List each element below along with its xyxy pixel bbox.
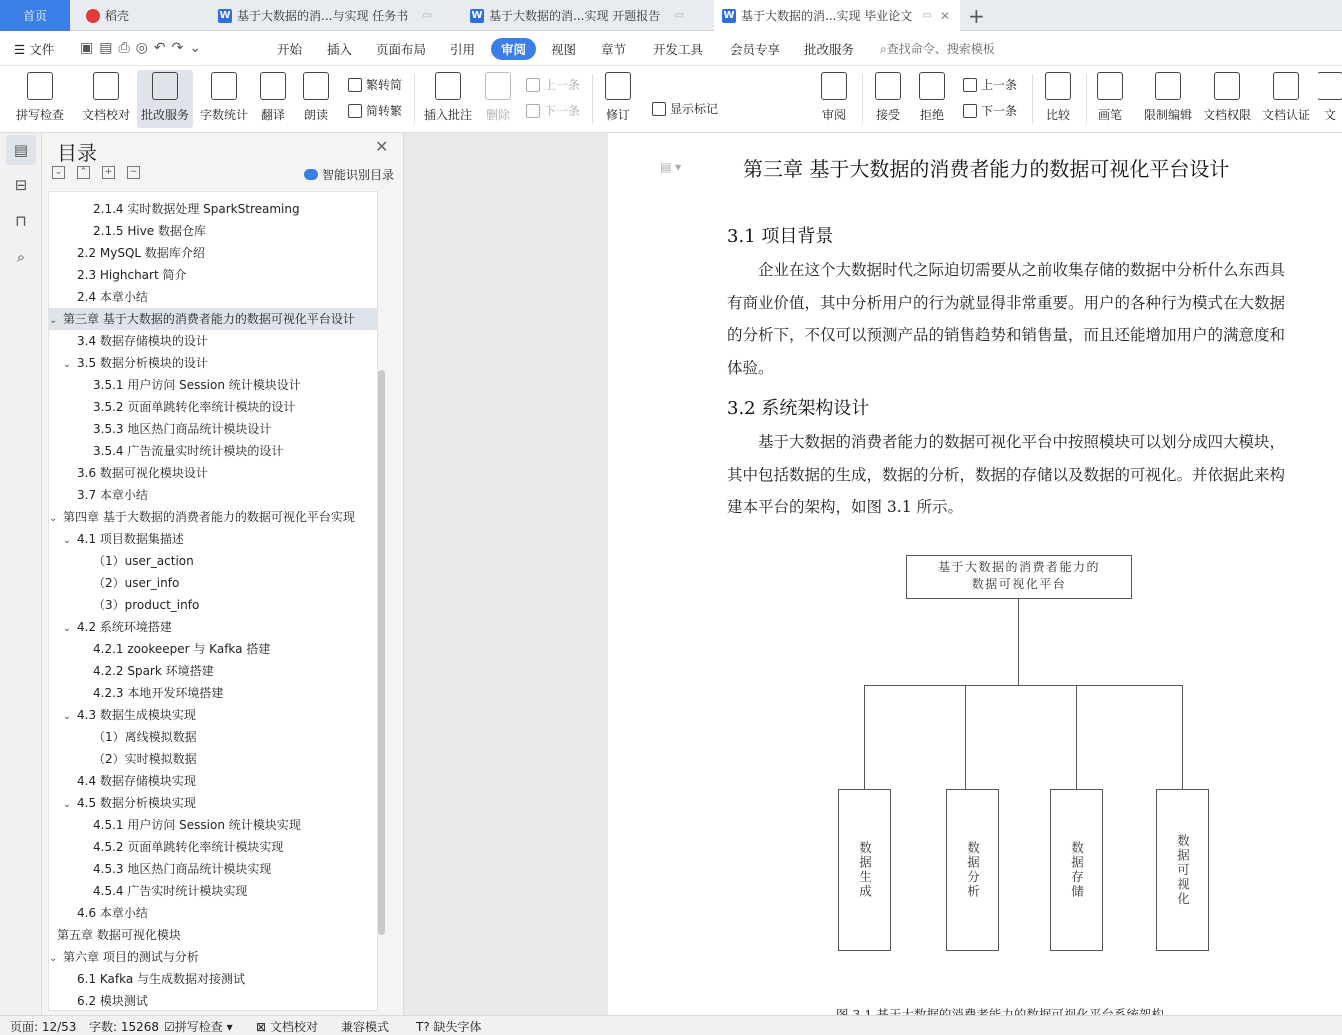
trad-to-simp-button[interactable] bbox=[348, 76, 402, 93]
word-doc-icon: W bbox=[471, 9, 483, 21]
word-doc-icon: W bbox=[219, 9, 231, 21]
word-count-indicator[interactable]: 字数: 15268 bbox=[89, 1020, 160, 1034]
status-spell-label: 拼写检查 bbox=[174, 1020, 223, 1034]
bookmark-icon[interactable]: ⊓ bbox=[15, 212, 27, 230]
more-icon bbox=[1318, 72, 1342, 100]
missing-font-icon: T? bbox=[416, 1020, 430, 1034]
tab-home[interactable] bbox=[0, 0, 70, 31]
diagram-root-line2: 数据可视化平台 bbox=[971, 577, 1067, 591]
doc-cert-button[interactable] bbox=[1258, 70, 1314, 128]
compare-button[interactable] bbox=[1040, 70, 1076, 128]
show-markup-button[interactable] bbox=[652, 100, 718, 117]
toc-item[interactable] bbox=[49, 440, 369, 462]
toc-list bbox=[48, 191, 378, 1011]
toc-item[interactable] bbox=[49, 704, 369, 726]
menu-insert[interactable]: 插入 bbox=[327, 42, 353, 57]
diagram-box-data-analysis: 数据分析 bbox=[946, 789, 999, 951]
toc-item-label: （1）user_action bbox=[93, 554, 194, 568]
doc-cert-label: 文档认证 bbox=[1261, 108, 1310, 122]
toc-item-label: 3.5.2 页面单跳转化率统计模块的设计 bbox=[93, 400, 296, 414]
toc-item-label: 4.2.3 本地开发环境搭建 bbox=[93, 686, 224, 700]
ribbon-divider bbox=[1032, 74, 1033, 124]
paragraph-background: 企业在这个大数据时代之际迫切需要从之前收集存储的数据中分析什么东西具有商业价值，其中分析用户的行为就显得非常重要。用户的各种行为模式在大数据的分析下，不仅可以预测产品的销售趋势和销售量，而且还能增加用户的满意度和体验。 bbox=[727, 261, 1286, 378]
chevron-down-icon[interactable]: ⌄ bbox=[49, 315, 58, 326]
diagram-connector bbox=[1182, 685, 1183, 789]
tab-bar bbox=[0, 0, 1342, 31]
tab-doc-proposal[interactable] bbox=[462, 0, 712, 31]
status-spell-check[interactable]: ☑拼写检查 ▾ bbox=[164, 1020, 233, 1034]
prev-revision-label: 上一条 bbox=[981, 78, 1018, 92]
diagram-connector bbox=[1076, 685, 1077, 789]
docer-icon bbox=[86, 9, 100, 23]
convert-icon bbox=[348, 78, 362, 92]
file-menu-label: 文件 bbox=[29, 42, 55, 57]
toc-item-label: 2.1.4 实时数据处理 SparkStreaming bbox=[93, 202, 300, 216]
accept-button[interactable] bbox=[870, 70, 906, 128]
toc-item-label: 3.5.4 广告流量实时统计模块的设计 bbox=[93, 444, 284, 458]
grading-icon bbox=[152, 72, 178, 100]
toc-item[interactable] bbox=[49, 968, 369, 990]
ribbon-divider bbox=[414, 74, 415, 124]
compare-label: 比较 bbox=[1045, 108, 1070, 122]
menu-start[interactable]: 开始 bbox=[277, 42, 303, 57]
checkbox-icon: ☑ bbox=[164, 1020, 175, 1034]
next-revision-button[interactable] bbox=[963, 102, 1017, 119]
chevron-down-icon[interactable]: ⌄ bbox=[49, 953, 58, 964]
toc-item-label: 4.1 项目数据集描述 bbox=[77, 532, 184, 546]
toc-item[interactable] bbox=[49, 946, 369, 968]
toc-item-label: 4.5 数据分析模块实现 bbox=[77, 796, 196, 810]
missing-font-label: 缺失字体 bbox=[433, 1020, 482, 1034]
tab-docer[interactable] bbox=[78, 0, 208, 31]
doc-proofread-label: 文档校对 bbox=[81, 108, 130, 122]
toc-item[interactable] bbox=[49, 880, 369, 902]
simp-to-trad-button[interactable] bbox=[348, 102, 402, 119]
toc-item-label: 4.2.1 zookeeper 与 Kafka 搭建 bbox=[93, 642, 271, 656]
toc-item-label: 4.2.2 Spark 环境搭建 bbox=[93, 664, 214, 678]
reject-button[interactable] bbox=[914, 70, 950, 128]
accept-icon bbox=[875, 72, 901, 100]
toc-item[interactable] bbox=[49, 748, 369, 770]
prev-icon bbox=[526, 78, 540, 92]
status-proofread-label: 文档校对 bbox=[269, 1020, 318, 1034]
toc-item-label: 4.5.4 广告实时统计模块实现 bbox=[93, 884, 248, 898]
menu-view[interactable]: 视图 bbox=[551, 42, 577, 57]
review-pane-label: 审阅 bbox=[821, 108, 846, 122]
next-icon bbox=[963, 104, 977, 118]
next-comment-label: 下一条 bbox=[544, 104, 581, 118]
chevron-down-icon[interactable]: ⌄ bbox=[63, 535, 72, 546]
compare-icon bbox=[1045, 72, 1071, 100]
toc-item[interactable] bbox=[49, 330, 369, 352]
paragraph-architecture: 基于大数据的消费者能力的数据可视化平台中按照模块可以划分成四大模块，其中包括数据的生成，数据的分析，数据的存储以及数据的可视化。并依据此来构建本平台的架构，如图 3.1 所示。 bbox=[727, 433, 1286, 517]
toc-item[interactable] bbox=[49, 902, 369, 924]
toc-panel bbox=[42, 133, 404, 1015]
review-ribbon bbox=[0, 66, 1342, 133]
toc-item-label: 3.6 数据可视化模块设计 bbox=[77, 466, 208, 480]
tab-doc-thesis-label: 基于大数据的消...实现 毕业论文 bbox=[741, 9, 913, 23]
quick-access-icons[interactable]: ▣▤⎙◎↶↷⌄ bbox=[80, 40, 208, 56]
ribbon-divider bbox=[1086, 74, 1087, 124]
command-search[interactable] bbox=[880, 40, 995, 57]
toc-item-label: 第六章 项目的测试与分析 bbox=[63, 950, 199, 964]
toc-item[interactable] bbox=[49, 550, 369, 572]
read-aloud-icon bbox=[303, 72, 329, 100]
screen-icon[interactable]: ▭ bbox=[922, 10, 932, 21]
simp-to-trad-label: 简转繁 bbox=[366, 104, 403, 118]
chevron-down-icon[interactable]: ⌄ bbox=[63, 799, 72, 810]
toc-item-label: 3.5 数据分析模块的设计 bbox=[77, 356, 208, 370]
tab-doc-thesis[interactable] bbox=[714, 0, 960, 31]
screen-icon[interactable]: ▭ bbox=[422, 10, 432, 21]
toc-item-label: 4.3 数据生成模块实现 bbox=[77, 708, 196, 722]
menu-reference[interactable]: 引用 bbox=[450, 42, 476, 57]
toc-item[interactable] bbox=[49, 528, 369, 550]
toc-item[interactable] bbox=[49, 616, 369, 638]
proofread-icon bbox=[93, 72, 119, 100]
permission-icon bbox=[1214, 72, 1240, 100]
chevron-down-icon[interactable]: ⌄ bbox=[63, 623, 72, 634]
smart-toc-button[interactable]: 智能识别目录 bbox=[304, 166, 394, 183]
status-bar bbox=[0, 1015, 1342, 1035]
word-doc-icon: W bbox=[723, 9, 735, 21]
next-icon bbox=[526, 104, 540, 118]
toc-item-label: 3.4 数据存储模块的设计 bbox=[77, 334, 208, 348]
next-comment-button[interactable] bbox=[526, 102, 580, 119]
diagram-connector bbox=[864, 685, 1183, 686]
toc-item[interactable] bbox=[49, 506, 369, 528]
section-3-2-heading: 3.2 系统架构设计 bbox=[727, 398, 870, 419]
delete-comment-button[interactable] bbox=[480, 70, 516, 128]
diagram-box-data-storage: 数据存储 bbox=[1050, 789, 1103, 951]
spell-check-icon bbox=[27, 72, 53, 100]
diagram-connector bbox=[864, 685, 865, 789]
toc-item-label: 4.5.3 地区热门商品统计模块实现 bbox=[93, 862, 272, 876]
toc-item[interactable] bbox=[49, 242, 369, 264]
toc-item[interactable] bbox=[49, 374, 369, 396]
more-button[interactable] bbox=[1318, 70, 1342, 128]
toc-item[interactable] bbox=[49, 264, 369, 286]
word-count-button[interactable] bbox=[197, 70, 251, 128]
diagram-connector bbox=[1018, 599, 1019, 685]
reject-icon bbox=[919, 72, 945, 100]
reject-label: 拒绝 bbox=[919, 108, 944, 122]
toc-item-label: 4.4 数据存储模块实现 bbox=[77, 774, 196, 788]
diagram-box-data-visualization: 数据可视化 bbox=[1156, 789, 1209, 951]
toc-item-label: （3）product_info bbox=[93, 598, 200, 612]
menu-layout[interactable]: 页面布局 bbox=[376, 42, 427, 57]
revise-button[interactable] bbox=[600, 70, 636, 128]
diagram-root-box bbox=[906, 555, 1132, 599]
toc-item-label: 2.3 Highchart 简介 bbox=[77, 268, 187, 282]
restrict-edit-label: 限制编辑 bbox=[1143, 108, 1192, 122]
spell-check-label: 拼写检查 bbox=[15, 108, 64, 122]
toc-item-label: 3.7 本章小结 bbox=[77, 488, 148, 502]
word-count-label: 字数统计 bbox=[199, 108, 248, 122]
search-icon: ⌕ bbox=[880, 42, 887, 56]
screen-icon[interactable]: ▭ bbox=[674, 10, 684, 21]
chapter-title: 第三章 基于大数据的消费者能力的数据可视化平台设计 bbox=[743, 157, 1230, 181]
word-count-icon bbox=[211, 72, 237, 100]
toc-item[interactable] bbox=[49, 462, 369, 484]
tab-doc-task[interactable] bbox=[210, 0, 460, 31]
add-icon[interactable]: + bbox=[102, 166, 115, 179]
read-aloud-label: 朗读 bbox=[303, 108, 328, 122]
toc-item-label: （2）实时模拟数据 bbox=[93, 752, 197, 766]
translate-button[interactable] bbox=[255, 70, 291, 128]
lock-icon bbox=[1155, 72, 1181, 100]
restrict-edit-button[interactable] bbox=[1140, 70, 1196, 128]
tab-docer-label: 稻壳 bbox=[105, 9, 130, 23]
toc-item[interactable] bbox=[49, 990, 369, 1011]
toc-item[interactable] bbox=[49, 594, 369, 616]
ribbon-divider bbox=[592, 74, 593, 124]
proofread-icon: ⊠ bbox=[256, 1020, 267, 1034]
toc-item-label: 6.2 模块测试 bbox=[77, 994, 148, 1008]
toc-item[interactable] bbox=[49, 418, 369, 440]
prev-comment-label: 上一条 bbox=[544, 78, 581, 92]
toc-item[interactable] bbox=[49, 396, 369, 418]
toc-item-label: 2.4 本章小结 bbox=[77, 290, 148, 304]
translate-icon bbox=[260, 72, 286, 100]
diagram-root-line1: 基于大数据的消费者能力的 bbox=[937, 560, 1100, 574]
menu-review[interactable]: 审阅 bbox=[491, 38, 536, 60]
toc-item-label: 3.5.3 地区热门商品统计模块设计 bbox=[93, 422, 272, 436]
spell-check-button[interactable] bbox=[10, 70, 70, 128]
doc-proofread-button[interactable] bbox=[78, 70, 134, 128]
chevron-down-icon[interactable]: ⌄ bbox=[63, 359, 72, 370]
diagram-connector bbox=[965, 685, 966, 789]
missing-font-button[interactable] bbox=[416, 1018, 482, 1035]
status-proofread[interactable] bbox=[256, 1018, 318, 1035]
doc-options-icon[interactable]: ▤ ▾ bbox=[660, 160, 682, 174]
toc-item[interactable] bbox=[49, 308, 378, 330]
prev-revision-button[interactable] bbox=[963, 76, 1017, 93]
collapse-all-icon[interactable]: ⌄ bbox=[52, 166, 65, 179]
convert-icon bbox=[348, 104, 362, 118]
read-aloud-button[interactable] bbox=[298, 70, 334, 128]
search-icon[interactable]: ⌕ bbox=[16, 248, 26, 266]
toc-item[interactable] bbox=[49, 836, 369, 858]
toc-item-label: 第三章 基于大数据的消费者能力的数据可视化平台设计 bbox=[63, 312, 355, 326]
ribbon-divider bbox=[862, 74, 863, 124]
toc-panel-icon[interactable]: ▤ bbox=[6, 135, 36, 165]
accept-label: 接受 bbox=[875, 108, 900, 122]
tab-home-label: 首页 bbox=[22, 9, 47, 23]
review-pane-button[interactable] bbox=[816, 70, 852, 128]
new-tab-plus-icon[interactable]: + bbox=[968, 4, 985, 28]
review-pane-icon bbox=[821, 72, 847, 100]
delete-comment-icon bbox=[485, 72, 511, 100]
next-revision-label: 下一条 bbox=[981, 104, 1018, 118]
toc-item[interactable] bbox=[49, 682, 369, 704]
chevron-down-icon[interactable]: ⌄ bbox=[49, 513, 58, 524]
toc-item[interactable] bbox=[49, 638, 369, 660]
menu-section[interactable]: 章节 bbox=[601, 42, 627, 57]
toc-title: 目录 bbox=[57, 141, 97, 165]
close-icon[interactable]: ✕ bbox=[375, 137, 389, 156]
toc-item[interactable] bbox=[49, 484, 369, 506]
compat-mode: 兼容模式 bbox=[341, 1020, 390, 1034]
grading-service-button[interactable] bbox=[137, 70, 193, 128]
minus-icon[interactable]: − bbox=[127, 166, 140, 179]
translate-label: 翻译 bbox=[260, 108, 285, 122]
navigation-icon[interactable]: ⊟ bbox=[14, 176, 28, 194]
show-markup-icon bbox=[652, 102, 666, 116]
toc-item-label: 第五章 数据可视化模块 bbox=[57, 928, 181, 942]
toc-item-label: 3.5.1 用户访问 Session 统计模块设计 bbox=[93, 378, 301, 392]
left-tool-strip bbox=[0, 133, 42, 1015]
toc-item[interactable] bbox=[49, 814, 369, 836]
section-3-1-heading: 3.1 项目背景 bbox=[727, 226, 834, 247]
insert-comment-button[interactable] bbox=[420, 70, 476, 128]
toc-item-label: 4.6 本章小结 bbox=[77, 906, 148, 920]
toc-item[interactable] bbox=[49, 660, 369, 682]
doc-permission-button[interactable] bbox=[1199, 70, 1255, 128]
show-markup-label: 显示标记 bbox=[670, 102, 719, 116]
toc-item-label: 4.5.2 页面单跳转化率统计模块实现 bbox=[93, 840, 284, 854]
revise-icon bbox=[605, 72, 631, 100]
menu-grading[interactable]: 批改服务 bbox=[804, 42, 855, 57]
expand-up-icon[interactable]: ⌃ bbox=[77, 166, 90, 179]
menu-devtools[interactable]: 开发工具 bbox=[653, 42, 704, 57]
toc-item[interactable] bbox=[49, 924, 369, 946]
toc-item-label: 2.2 MySQL 数据库介绍 bbox=[77, 246, 205, 260]
prev-icon bbox=[963, 78, 977, 92]
toc-item-label: 6.1 Kafka 与生成数据对接测试 bbox=[77, 972, 246, 986]
insert-comment-label: 插入批注 bbox=[423, 108, 472, 122]
toc-item-label: （1）离线模拟数据 bbox=[93, 730, 197, 744]
page-margin-area bbox=[404, 133, 608, 1015]
menu-member[interactable]: 会员专享 bbox=[730, 42, 781, 57]
toc-item[interactable] bbox=[49, 220, 369, 242]
document-page bbox=[608, 133, 1342, 1015]
toc-item[interactable] bbox=[49, 286, 369, 308]
prev-comment-button[interactable] bbox=[526, 76, 580, 93]
toc-item[interactable] bbox=[49, 858, 369, 880]
toc-level-buttons bbox=[52, 166, 140, 179]
toc-item[interactable] bbox=[49, 198, 369, 220]
comment-icon bbox=[435, 72, 461, 100]
toc-item-label: 4.5.1 用户访问 Session 统计模块实现 bbox=[93, 818, 301, 832]
toc-item[interactable] bbox=[49, 792, 369, 814]
chevron-down-icon[interactable]: ⌄ bbox=[63, 711, 72, 722]
pen-icon bbox=[1097, 72, 1123, 100]
certificate-icon bbox=[1273, 72, 1299, 100]
pen-button[interactable] bbox=[1092, 70, 1128, 128]
page-indicator[interactable]: 页面: 12/53 bbox=[10, 1020, 77, 1034]
trad-to-simp-label: 繁转简 bbox=[366, 78, 403, 92]
toc-item[interactable] bbox=[49, 770, 369, 792]
more-label: 文 bbox=[1323, 108, 1336, 122]
toc-item-label: 4.2 系统环境搭建 bbox=[77, 620, 172, 634]
diagram-box-data-generation: 数据生成 bbox=[838, 789, 891, 951]
toc-item-label: 第四章 基于大数据的消费者能力的数据可视化平台实现 bbox=[63, 510, 355, 524]
toc-item-label: （2）user_info bbox=[93, 576, 180, 590]
close-icon[interactable]: ✕ bbox=[939, 8, 950, 23]
delete-comment-label: 删除 bbox=[485, 108, 510, 122]
toc-item[interactable] bbox=[49, 726, 369, 748]
pen-label: 画笔 bbox=[1097, 108, 1122, 122]
toc-item[interactable] bbox=[49, 352, 369, 374]
revise-label: 修订 bbox=[605, 108, 630, 122]
grading-service-label: 批改服务 bbox=[140, 108, 189, 122]
tab-doc-task-label: 基于大数据的消...与实现 任务书 bbox=[237, 9, 409, 23]
toc-scrollbar[interactable] bbox=[378, 370, 385, 935]
toc-item-label: 2.1.5 Hive 数据仓库 bbox=[93, 224, 207, 238]
tab-doc-proposal-label: 基于大数据的消...实现 开题报告 bbox=[489, 9, 661, 23]
menu-bar bbox=[0, 31, 1342, 66]
doc-permission-label: 文档权限 bbox=[1202, 108, 1251, 122]
file-menu[interactable]: ☰ 文件 bbox=[14, 42, 55, 57]
toc-item[interactable] bbox=[49, 572, 369, 594]
command-search-text: 查找命令、搜索模板 bbox=[886, 42, 995, 56]
